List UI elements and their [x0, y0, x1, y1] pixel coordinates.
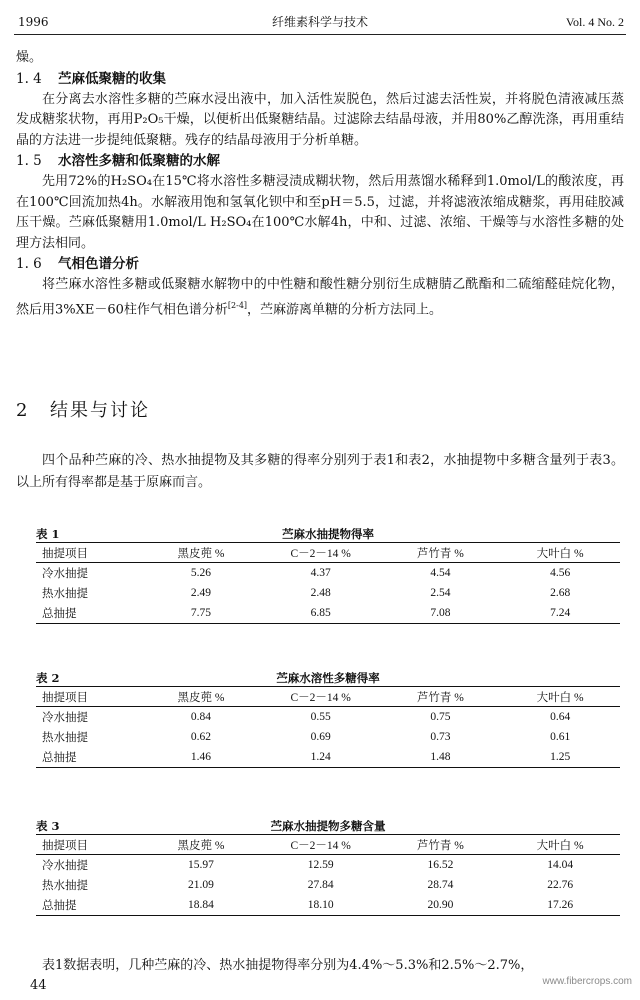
row-label: 热水抽提 [42, 730, 88, 744]
chapter-title: 结果与讨论 [50, 400, 150, 421]
column-header: 抽提项目 [36, 687, 141, 707]
section-1-5-paragraph: 先用72%的H₂SO₄在15℃将水溶性多糖浸渍成糊状物，然后用蒸馏水稀释到1.0mol/L的酸浓度，再在100℃回流加热4h。水解液用饱和氢氧化钡中和至pH＝5.5，过滤，并将滤液浓缩成糖浆，再用硅胶减压干燥。苎麻低聚糖用1.0mol/L H₂SO₄在100℃水解4h，中和、过滤、浓缩、干燥等与水溶性多糖的处理方法相同。 [16, 174, 624, 251]
site-watermark: www.fibercrops.com [542, 976, 632, 987]
table-cell: 4.54 [430, 567, 451, 579]
table-caption [36, 524, 620, 542]
volume-issue: Vol. 4 No. 2 [565, 15, 624, 29]
running-header [14, 12, 626, 35]
table-row [36, 747, 620, 768]
journal-title: 纤维素科学与技术 [271, 15, 368, 29]
column-header: C－2－14 % [261, 687, 381, 707]
table-row [36, 603, 620, 624]
results-intro-block [16, 450, 624, 494]
section-heading-1-6 [16, 254, 624, 275]
table-cell: 7.08 [381, 603, 501, 624]
table-cell: 22.76 [547, 879, 574, 891]
table-row [36, 563, 620, 584]
table-row [36, 895, 620, 916]
table-cell: 15.97 [188, 859, 214, 871]
row-label: 冷水抽提 [42, 710, 88, 724]
table-cell: 0.73 [430, 731, 451, 743]
table-title: 苎麻水抽提物得率 [282, 527, 374, 541]
table-3 [36, 816, 620, 916]
column-header: 芦竹青 % [381, 687, 501, 707]
table-cell: 0.84 [190, 711, 212, 723]
table-header-row [36, 687, 620, 707]
table-cell: 0.64 [550, 711, 571, 723]
table-cell: 1.25 [500, 747, 620, 768]
discussion-text-block [16, 956, 624, 977]
table-cell: 2.54 [430, 587, 451, 599]
column-header: 大叶白 % [500, 543, 620, 563]
table-caption [36, 816, 620, 834]
table-cell: 6.85 [261, 603, 381, 624]
column-header: 抽提项目 [36, 543, 141, 563]
table-cell: 0.75 [430, 711, 451, 723]
row-label: 冷水抽提 [42, 566, 88, 580]
table-cell: 4.56 [550, 567, 571, 579]
data-table [36, 542, 620, 624]
table-cell: 18.10 [261, 895, 381, 916]
table-cell: 4.37 [310, 567, 331, 579]
header-year: 1996 [18, 15, 49, 29]
section-number: 1. 4 [16, 70, 42, 87]
table-cell: 0.61 [550, 731, 571, 743]
table-row [36, 707, 620, 728]
column-header: C－2－14 % [261, 543, 381, 563]
table-cell: 27.84 [307, 879, 334, 891]
citation-ref: [2-4] [227, 300, 248, 310]
column-header: 大叶白 % [500, 687, 620, 707]
table-cell: 18.84 [141, 895, 261, 916]
section-1-6-paragraph [16, 275, 624, 320]
table-cell: 2.48 [310, 587, 331, 599]
table-cell: 16.52 [427, 859, 454, 871]
section-number: 1. 6 [16, 256, 42, 272]
column-header: 芦竹青 % [381, 543, 501, 563]
column-header: 黑皮蔸 % [141, 687, 261, 707]
table-cell: 7.75 [141, 603, 261, 624]
section-number: 1. 5 [16, 153, 42, 169]
row-label: 总抽提 [36, 895, 141, 916]
section-1-4-paragraph: 在分离去水溶性多糖的苎麻水浸出液中，加入活性炭脱色，然后过滤去活性炭，并将脱色清液减压蒸发成糖浆状物，再用P₂O₅干燥，以便析出低聚糖结晶。过滤除去结晶母液，并用80%乙醇洗涤，再用重结晶的方法进一步提纯低聚糖。残存的结晶母液用于分析单糖。 [16, 91, 624, 148]
chapter-heading-2 [16, 398, 150, 424]
table-row [36, 727, 620, 747]
table-header-row [36, 835, 620, 855]
methods-text-block [16, 48, 624, 320]
table-header-row [36, 543, 620, 563]
results-intro-paragraph: 四个品种苎麻的冷、热水抽提物及其多糖的得率分别列于表1和表2，水抽提物中多糖含量列于表3。以上所有得率都是基于原麻而言。 [16, 453, 624, 490]
section-heading-1-5 [16, 151, 624, 172]
table-2 [36, 668, 620, 768]
discussion-paragraph: 表1数据表明，几种苎麻的冷、热水抽提物得率分别为4.4%～5.3%和2.5%～2.7%， [42, 958, 534, 973]
table-cell: 28.74 [427, 879, 454, 891]
section-heading-1-4 [16, 69, 624, 90]
table-cell: 0.62 [190, 731, 212, 743]
column-header: 芦竹青 % [381, 835, 501, 855]
column-header: 黑皮蔸 % [141, 835, 261, 855]
column-header: 大叶白 % [500, 835, 620, 855]
table-label: 表 2 [36, 671, 60, 685]
table-title: 苎麻水溶性多糖得率 [276, 671, 380, 685]
column-header: 抽提项目 [36, 835, 141, 855]
row-label: 热水抽提 [42, 586, 88, 600]
table-1 [36, 524, 620, 624]
table-cell: 5.26 [190, 567, 212, 579]
table-label: 表 3 [36, 819, 60, 833]
row-label: 冷水抽提 [42, 858, 88, 872]
table-title: 苎麻水抽提物多糖含量 [270, 819, 386, 833]
table-row [36, 855, 620, 876]
table-row [36, 583, 620, 603]
data-table [36, 834, 620, 916]
chapter-number: 2 [16, 400, 30, 421]
table-cell: 12.59 [307, 859, 334, 871]
table-cell: 14.04 [547, 859, 574, 871]
table-cell: 7.24 [500, 603, 620, 624]
section-title: 水溶性多糖和低聚糖的水解 [58, 153, 220, 169]
data-table [36, 686, 620, 768]
column-header: 黑皮蔸 % [141, 543, 261, 563]
table-cell: 2.68 [550, 587, 571, 599]
table-cell: 2.49 [190, 587, 212, 599]
table-cell: 1.24 [261, 747, 381, 768]
row-label: 总抽提 [36, 747, 141, 768]
table-cell: 0.55 [310, 711, 331, 723]
row-label: 热水抽提 [42, 878, 88, 892]
table-cell: 17.26 [500, 895, 620, 916]
table-label: 表 1 [36, 527, 60, 541]
paragraph-text: 将苎麻水溶性多糖或低聚糖水解物中的中性糖和酸性糖分别衍生成糖腈乙酰酯和二硫缩醛硅烷化物，然后用3%XE－60柱作气相色谱分析 [16, 277, 624, 317]
table-cell: 21.09 [188, 879, 214, 891]
section-title: 气相色谱分析 [58, 256, 139, 272]
column-header: C－2－14 % [261, 835, 381, 855]
table-cell: 20.90 [381, 895, 501, 916]
table-caption [36, 668, 620, 686]
page-number: 44 [30, 978, 47, 993]
section-title: 苎麻低聚糖的收集 [58, 70, 166, 87]
table-cell: 1.48 [381, 747, 501, 768]
continuation-line: 燥。 [16, 50, 43, 65]
row-label: 总抽提 [36, 603, 141, 624]
table-row [36, 875, 620, 895]
table-cell: 0.69 [310, 731, 331, 743]
paragraph-text: ，苎麻游离单糖的分析方法同上。 [247, 301, 443, 317]
table-cell: 1.46 [141, 747, 261, 768]
